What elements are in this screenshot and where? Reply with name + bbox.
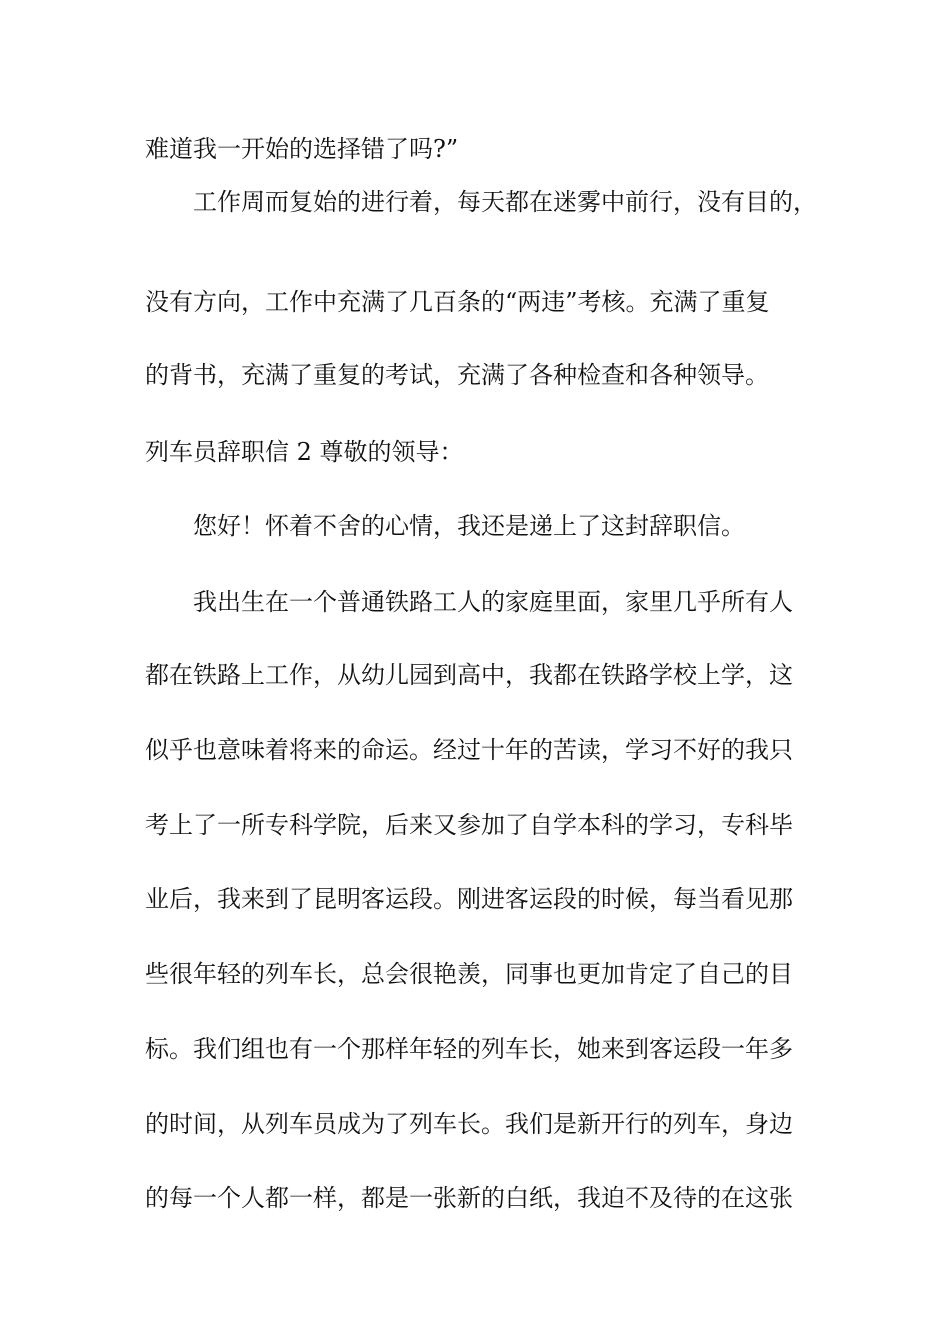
text-line: 考上了一所专科学院，后来又参加了自学本科的学习，专科毕 — [145, 811, 793, 839]
text-line: 都在铁路上工作，从幼儿园到高中，我都在铁路学校上学，这 — [145, 661, 793, 689]
text-line: 标。我们组也有一个那样年轻的列车长，她来到客运段一年多 — [145, 1035, 793, 1063]
text-line: 的背书，充满了重复的考试，充满了各种检查和各种领导。 — [145, 361, 769, 389]
text-line: 难道我一开始的选择错了吗?” — [145, 135, 459, 163]
paragraph-line: 我出生在一个普通铁路工人的家庭里面，家里几乎所有人 — [193, 588, 793, 616]
text-line: 些很年轻的列车长，总会很艳羡，同事也更加肯定了自己的目 — [145, 960, 793, 988]
letter-heading: 列车员辞职信 2 尊敬的领导： — [145, 438, 464, 466]
text-line: 没有方向，工作中充满了几百条的“两违”考核。充满了重复 — [145, 288, 770, 316]
greeting-line: 您好！怀着不舍的心情，我还是递上了这封辞职信。 — [193, 512, 745, 540]
paragraph-line: 工作周而复始的进行着，每天都在迷雾中前行，没有目的， — [193, 188, 817, 216]
text-line: 的每一个人都一样，都是一张新的白纸，我迫不及待的在这张 — [145, 1184, 793, 1212]
text-line: 的时间，从列车员成为了列车长。我们是新开行的列车，身边 — [145, 1110, 793, 1138]
text-line: 似乎也意味着将来的命运。经过十年的苦读，学习不好的我只 — [145, 736, 793, 764]
text-line: 业后，我来到了昆明客运段。刚进客运段的时候，每当看见那 — [145, 885, 793, 913]
